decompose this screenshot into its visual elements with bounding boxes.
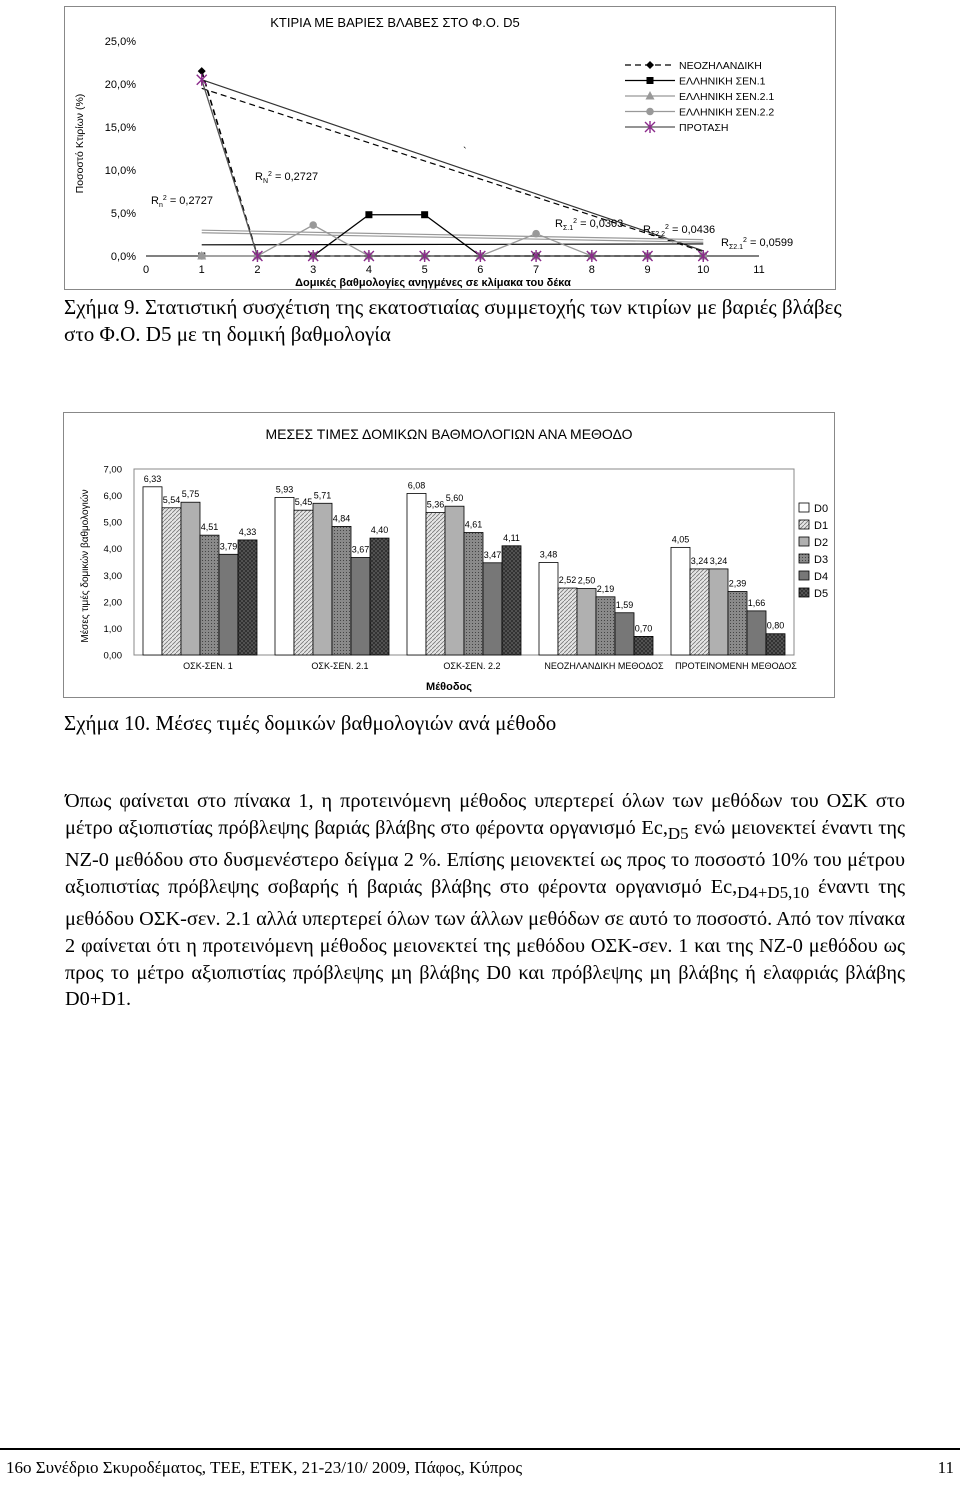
body-paragraph (65, 788, 905, 1013)
chart1-y-tick-label: 15,0% (104, 122, 136, 134)
chart1-series-line (202, 80, 704, 256)
chart1-data-point (365, 211, 372, 218)
chart2-legend-label: D3 (814, 554, 829, 566)
chart2-category-label: ΟΣΚ-ΣΕΝ. 2.1 (311, 661, 369, 671)
footer-page-number: 11 (937, 1458, 954, 1477)
chart1-x-tick-label: 8 (588, 264, 595, 276)
chart2-data-label: 1,59 (615, 599, 634, 610)
chart2-data-label: 3,67 (351, 544, 370, 555)
chart2-data-label: 4,11 (503, 532, 520, 543)
chart1-x-tick-label: 10 (697, 264, 710, 276)
figure9-caption-label: Σχήμα 9. (64, 295, 140, 319)
chart2-bar (219, 554, 238, 655)
chart2-legend-label: D0 (814, 503, 829, 515)
chart1-legend-marker (646, 108, 654, 116)
chart2-bar (426, 513, 445, 655)
chart1-data-point (532, 230, 540, 238)
chart2-bar (671, 547, 690, 655)
chart2-data-label: 4,40 (370, 525, 389, 536)
chart1-x-tick-label: 11 (753, 264, 765, 276)
chart2-y-tick-label: 3,00 (103, 570, 122, 582)
chart2-y-tick-label: 7,00 (103, 464, 122, 476)
chart2-bar (294, 510, 313, 655)
chart1-y-tick-label: 0,0% (110, 251, 136, 263)
chart1-x-tick-label: 0 (142, 264, 150, 276)
chart2-data-label: 4,33 (238, 526, 257, 537)
chart2-legend-swatch (799, 537, 809, 546)
chart1-data-point (421, 211, 428, 218)
chart2-data-label: 1,66 (747, 597, 766, 608)
chart2-data-label: 4,84 (332, 513, 351, 524)
chart2-bar (709, 569, 728, 655)
chart2-bar (502, 546, 521, 655)
chart2-category-label: ΟΣΚ-ΣΕΝ. 2.2 (443, 661, 501, 671)
chart2-data-label: 6,33 (143, 473, 162, 484)
body-text-part3: έναντι της μεθόδου ΟΣΚ-σεν. 2.1 αλλά υπερτερεί όλων των άλλων μεθόδων σε αυτό το ποσοστό. Από τον πίνακα 2 φαίνεται ότι η προτεινόμενη μέθοδος μειονεκτεί της μεθόδου ΟΣΚ-σεν. 1 και της ΝΖ-0 μεθόδου ως προς το μέτρο αξιοπιστίας πρόβλεψης μη βλάβης D0 και πρόβλεψης μη βλάβης ή ελαφριάς βλάβης D0+D1. (65, 875, 905, 1011)
chart2-legend-swatch (799, 588, 809, 597)
chart2-legend-swatch (799, 520, 809, 529)
chart2-bar (181, 502, 200, 655)
chart2-data-label: 2,52 (558, 575, 577, 586)
chart2-bar (728, 591, 747, 655)
chart1-y-axis-label: Ποσοστό Κτιρίων (%) (74, 93, 86, 194)
chart2-data-label: 5,75 (181, 489, 200, 500)
chart2-bar (766, 634, 785, 655)
chart2-bar (143, 487, 162, 655)
chart2-legend-label: D5 (814, 588, 829, 600)
chart1-trend-line (202, 233, 704, 242)
chart1-x-tick-label: 3 (310, 264, 317, 276)
chart2-bar (634, 636, 653, 655)
chart1-y-tick-label: 20,0% (104, 79, 136, 91)
chart2-data-label: 4,51 (200, 522, 219, 533)
chart2-data-label: 3,47 (483, 549, 502, 560)
chart1-x-axis-label: Δομικές βαθμολογίες ανηγμένες σε κλίμακα του δέκα (295, 277, 571, 289)
chart2-bar (313, 503, 332, 655)
chart2-bar (615, 613, 634, 655)
chart1-y-tick-label: 5,0% (110, 208, 136, 220)
chart2-y-tick-label: 0,00 (103, 650, 122, 662)
chart1-r2-annotation: $R_N^2 = 0,2727$ (255, 171, 319, 185)
chart2-data-label: 0,70 (634, 623, 653, 634)
chart1-data-point (198, 252, 206, 260)
chart1-legend-label: ΕΛΛΗΝΙΚΗ ΣΕΝ.2.2 (679, 106, 775, 119)
chart1-trend-line (202, 88, 704, 251)
chart2-bar (407, 493, 426, 655)
chart2-data-label: 5,71 (313, 490, 332, 501)
chart2-category-label: ΟΣΚ-ΣΕΝ. 1 (183, 661, 233, 671)
chart2-legend-label: D2 (814, 537, 829, 549)
chart1-x-tick-label: 2 (254, 264, 261, 276)
chart2-bar (351, 557, 370, 655)
chart1-x-tick-label: 6 (477, 264, 484, 276)
chart2-category-label: ΠΡΟΤΕΙΝΟΜΕΝΗ ΜΕΘΟΔΟΣ (675, 661, 797, 671)
chart1-legend-marker (647, 77, 654, 84)
chart2-category-label: ΝΕΟΖΗΛΑΝΔΙΚΗ ΜΕΘΟΔΟΣ (544, 661, 664, 671)
body-text-part2: ενώ μειονεκτεί έναντι της ΝΖ-0 μεθόδου στο δυσμενέστερο δείγμα 2 %. Επίσης μειονεκτεί ως προς το ποσοστό 10% του μέτρου αξιοπιστίας πρόβλεψης σοβαρής ή βαριάς βλάβης στο φέροντα οργανισμό Ec, (65, 816, 905, 898)
chart2-bar (483, 563, 502, 655)
chart1-r2-annotation: $R_{\Sigma.1}^2 = 0,0303$ (555, 218, 624, 232)
chart2-data-label: 5,36 (426, 499, 445, 510)
chart2-bar (238, 540, 257, 655)
chart1-svg (65, 7, 835, 289)
chart1-trend-line (202, 80, 704, 251)
chart2-bar (332, 526, 351, 655)
chart1-x-tick-label: 4 (365, 264, 372, 276)
body-subscript-d5: D5 (667, 823, 689, 843)
chart1-legend-label: ΝΕΟΖΗΛΑΝΔΙΚΗ (679, 60, 762, 72)
chart1-data-point (309, 221, 317, 229)
chart2-legend-swatch (799, 554, 809, 563)
chart2-bar (275, 497, 294, 655)
chart2-data-label: 0,80 (766, 620, 785, 631)
chart2-y-tick-label: 6,00 (103, 491, 122, 503)
chart2-bar (370, 538, 389, 655)
chart1-title: ΚΤΙΡΙΑ ΜΕ ΒΑΡΙΕΣ ΒΛΑΒΕΣ ΣΤΟ Φ.Ο. D5 (270, 15, 520, 30)
chart2-y-tick-label: 5,00 (103, 517, 122, 529)
chart-heavy-damage-correlation (64, 6, 836, 290)
figure9-caption-text: Στατιστική συσχέτιση της εκατοστιαίας συμμετοχής των κτιρίων με βαριές βλάβες στο Φ.Ο. D5 με τη δομική βαθμολογία (64, 295, 842, 346)
chart2-title: ΜΕΣΕΣ ΤΙΜΕΣ ΔΟΜΙΚΩΝ ΒΑΘΜΟΛΟΓΙΩΝ ΑΝΑ ΜΕΘΟΔΟ (265, 426, 633, 442)
chart2-data-label: 3,48 (539, 549, 558, 560)
chart2-bar (445, 506, 464, 655)
chart2-bar (596, 597, 615, 655)
chart2-data-label: 4,61 (464, 519, 483, 530)
chart2-data-label: 5,45 (294, 497, 313, 508)
chart2-data-label: 5,93 (275, 484, 294, 495)
chart2-data-label: 5,54 (162, 494, 181, 505)
chart1-r2-annotation: $R_{\Sigma 2.2}^2 = 0,0436$ (643, 224, 716, 238)
chart2-data-label: 2,50 (577, 575, 596, 586)
chart1-series-line (202, 215, 704, 256)
chart2-bar (558, 588, 577, 655)
chart1-x-tick-label: 9 (644, 264, 651, 276)
chart2-y-axis-label: Μέσες τιμές δομικών βαθμολογιών (80, 489, 91, 643)
chart2-data-label: 3,24 (709, 555, 728, 566)
body-subscript-d4d5: D4+D5,10 (737, 882, 810, 902)
chart2-data-label: 2,39 (728, 578, 747, 589)
chart1-legend-label: ΕΛΛΗΝΙΚΗ ΣΕΝ.1 (679, 75, 766, 88)
chart2-legend-swatch (799, 503, 809, 512)
chart2-bar (577, 589, 596, 655)
chart2-x-axis-label: Μέθοδος (426, 681, 472, 693)
chart1-x-tick-label: 7 (533, 264, 540, 276)
figure10-caption (64, 710, 556, 737)
chart2-data-label: 3,24 (690, 555, 709, 566)
chart1-x-tick-label: 1 (198, 264, 205, 276)
chart1-x-tick-label: 5 (421, 264, 428, 276)
figure10-caption-text: Μέσες τιμές δομικών βαθμολογιών ανά μέθοδο (155, 711, 557, 735)
chart1-legend-label: ΕΛΛΗΝΙΚΗ ΣΕΝ.2.1 (679, 91, 775, 103)
chart1-data-point (197, 74, 207, 86)
footer-conference: 16ο Συνέδριο Σκυροδέματος, ΤΕΕ, ΕΤΕΚ, 21-23/10/ 2009, Πάφος, Κύπρος (6, 1458, 523, 1477)
chart2-bar (200, 535, 219, 655)
chart2-svg (64, 413, 834, 697)
chart2-legend-label: D1 (814, 520, 829, 532)
chart2-bar (464, 533, 483, 655)
chart1-misc-mark: ` (463, 146, 467, 158)
figure10-caption-label: Σχήμα 10. (64, 711, 151, 735)
chart-mean-scores-by-method (63, 412, 835, 698)
footer-divider (0, 1448, 960, 1450)
chart2-data-label: 3,79 (219, 541, 238, 552)
chart2-data-label: 4,05 (671, 534, 690, 545)
chart2-legend-label: D4 (814, 571, 829, 583)
chart1-r2-annotation: $R_n^2 = 0,2727$ (151, 195, 213, 209)
chart2-legend-swatch (799, 571, 809, 580)
chart1-y-tick-label: 10,0% (104, 165, 136, 177)
chart1-legend-marker (646, 61, 654, 69)
chart1-legend-marker (646, 91, 655, 100)
chart1-r2-annotation: $R_{\Sigma 2.1}^2 = 0,0599$ (721, 237, 794, 251)
chart2-bar (690, 569, 709, 655)
chart1-legend-label: ΠΡΟΤΑΣΗ (679, 122, 729, 134)
chart2-y-tick-label: 4,00 (103, 544, 122, 556)
chart1-y-tick-label: 25,0% (104, 36, 136, 48)
chart2-y-tick-label: 2,00 (103, 597, 122, 609)
chart2-bar (747, 611, 766, 655)
chart2-bar (162, 508, 181, 655)
figure9-caption (64, 294, 844, 348)
chart2-bar (539, 563, 558, 655)
chart1-series-line (202, 71, 704, 256)
body-text-part1: Όπως φαίνεται στο πίνακα 1, η προτεινόμενη μέθοδος υπερτερεί όλων των μεθόδων του ΟΣΚ στο μέτρο αξιοπιστίας πρόβλεψης βαριάς βλάβης στο φέροντα οργανισμό Ec, (65, 790, 905, 839)
chart2-data-label: 2,19 (596, 583, 615, 594)
chart2-data-label: 5,60 (445, 493, 464, 504)
chart2-y-tick-label: 1,00 (103, 623, 122, 635)
chart2-data-label: 6,08 (407, 480, 426, 491)
